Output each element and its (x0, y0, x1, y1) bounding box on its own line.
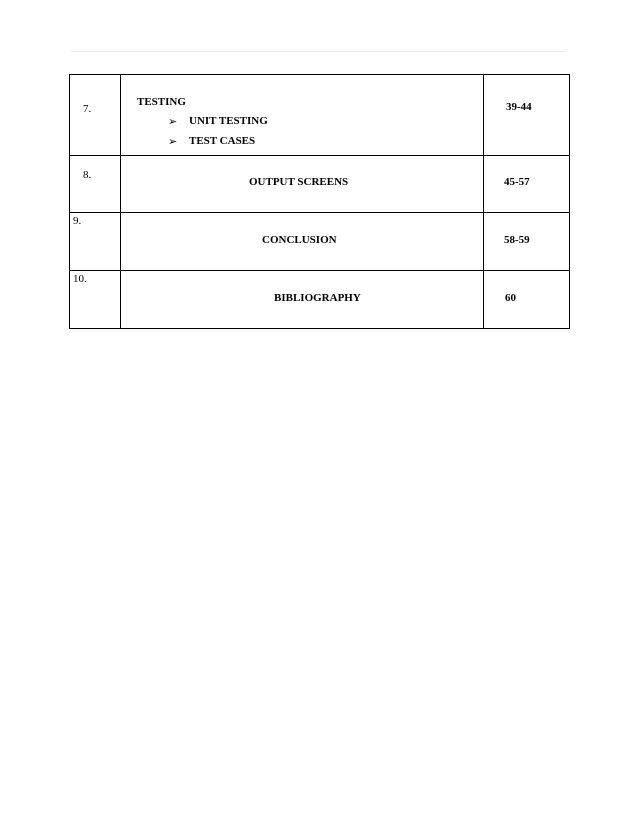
chapter-number-cell (70, 75, 121, 156)
subsection-label: TEST CASES (189, 135, 256, 147)
chapter-number-cell (70, 156, 121, 213)
chapter-title: OUTPUT SCREENS (249, 176, 349, 188)
chapter-title-cell (121, 213, 484, 271)
page-range: 39-44 (506, 101, 532, 113)
chapter-number: 10. (73, 273, 87, 285)
chapter-title: BIBLIOGRAPHY (274, 292, 361, 304)
page-range-cell (484, 271, 570, 329)
table-row (70, 156, 570, 213)
table-of-contents (69, 74, 570, 329)
page-header-rule (70, 51, 566, 52)
list-item (168, 115, 268, 128)
page-range-cell (484, 156, 570, 213)
chapter-title: CONCLUSION (262, 234, 337, 246)
chapter-number: 7. (83, 103, 92, 115)
arrow-bullet-icon: ➢ (168, 116, 178, 128)
page-range: 58-59 (504, 234, 530, 246)
chapter-number-cell (70, 271, 121, 329)
arrow-bullet-icon: ➢ (168, 136, 178, 148)
table-row (70, 271, 570, 329)
chapter-number: 8. (83, 169, 92, 181)
chapter-number: 9. (73, 215, 82, 227)
chapter-title-cell (121, 271, 484, 329)
chapter-number-cell (70, 213, 121, 271)
list-item (168, 135, 256, 148)
table-row (70, 75, 570, 156)
subsection-label: UNIT TESTING (189, 115, 268, 127)
chapter-title-cell (121, 75, 484, 156)
page-range: 60 (505, 292, 516, 304)
page-range-cell (484, 213, 570, 271)
chapter-title-cell (121, 156, 484, 213)
page-range-cell (484, 75, 570, 156)
page-range: 45-57 (504, 176, 530, 188)
table-row (70, 213, 570, 271)
chapter-title: TESTING (137, 96, 186, 108)
